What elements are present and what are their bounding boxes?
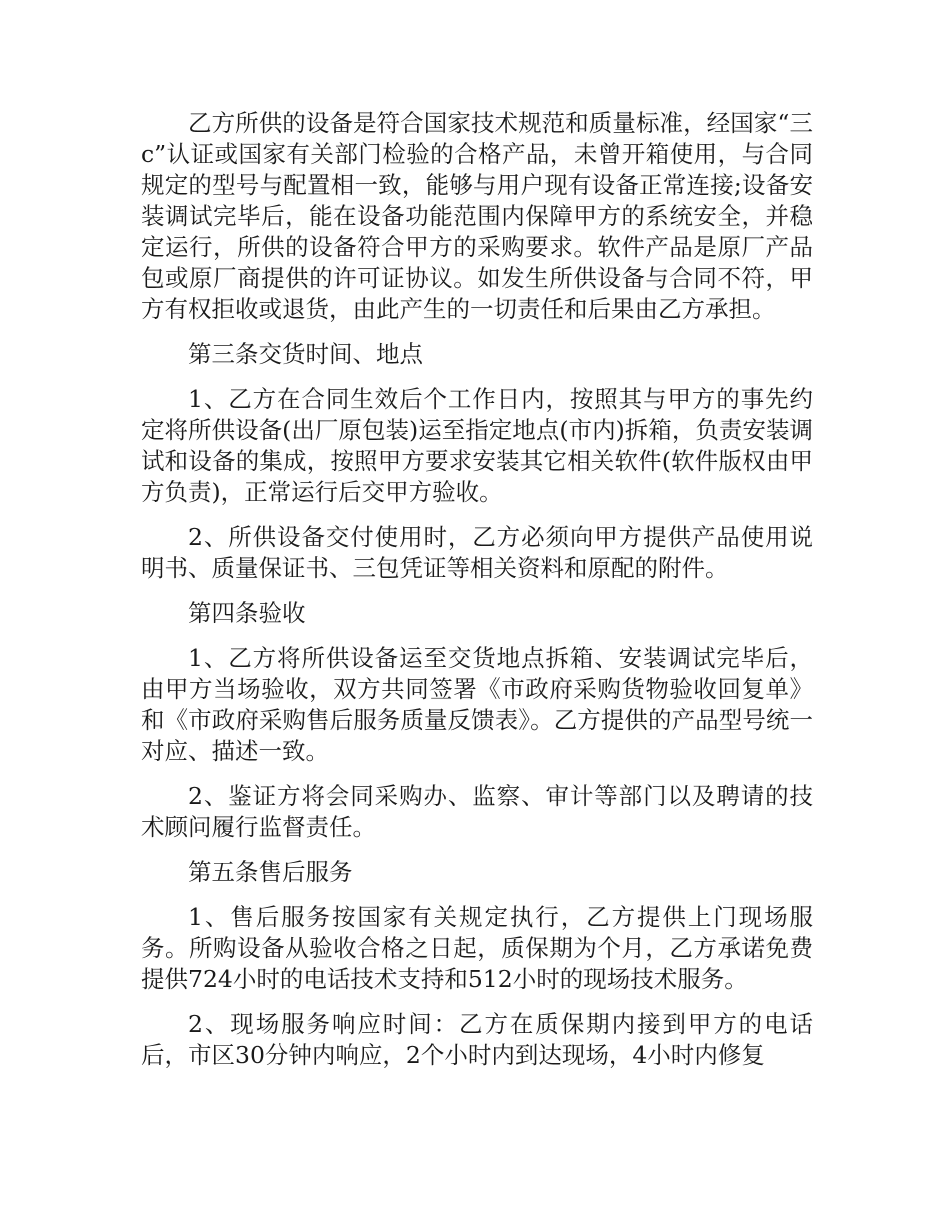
- paragraph-acceptance-2: 2、鉴证方将会同采购办、监察、审计等部门以及聘请的技术顾问履行监督责任。: [141, 782, 813, 841]
- document-body: [141, 108, 813, 1085]
- heading-article-4-acceptance: 第四条验收: [188, 599, 306, 627]
- paragraph-delivery-1: 1、乙方在合同生效后个工作日内，按照其与甲方的事先约定将所供设备(出厂原包装)运至指定地点(市内)拆箱，负责安装调试和设备的集成，按照甲方要求安装其它相关软件(软件版权由甲方负责)，正常运行后交甲方验收。: [141, 385, 813, 506]
- paragraph-equipment-quality: 乙方所供的设备是符合国家技术规范和质量标准，经国家“三c”认证或国家有关部门检验的合格产品，未曾开箱使用，与合同规定的型号与配置相一致，能够与用户现有设备正常连接;设备安装调试完毕后，能在设备功能范围内保障甲方的系统安全，并稳定运行，所供的设备符合甲方的采购要求。软件产品是原厂产品包或原厂商提供的许可证协议。如发生所供设备与合同不符，甲方有权拒收或退货，由此产生的一切责任和后果由乙方承担。: [141, 109, 813, 323]
- paragraph-acceptance-1: 1、乙方将所供设备运至交货地点拆箱、安装调试完毕后，由甲方当场验收，双方共同签署《市政府采购货物验收回复单》和《市政府采购售后服务质量反馈表》。乙方提供的产品型号统一对应、描述一致。: [141, 644, 813, 765]
- heading-article-5-after-sales: 第五条售后服务: [188, 858, 353, 886]
- paragraph-after-sales-1: 1、售后服务按国家有关规定执行，乙方提供上门现场服务。所购设备从验收合格之日起，质保期为个月，乙方承诺免费提供724小时的电话技术支持和512小时的现场技术服务。: [141, 903, 813, 993]
- paragraph-delivery-2: 2、所供设备交付使用时，乙方必须向甲方提供产品使用说明书、质量保证书、三包凭证等相关资料和原配的附件。: [141, 523, 813, 582]
- heading-article-3-delivery: 第三条交货时间、地点: [188, 340, 423, 368]
- paragraph-after-sales-2: 2、现场服务响应时间：乙方在质保期内接到甲方的电话后，市区30分钟内响应，2个小时内到达现场，4小时内修复: [141, 1010, 813, 1069]
